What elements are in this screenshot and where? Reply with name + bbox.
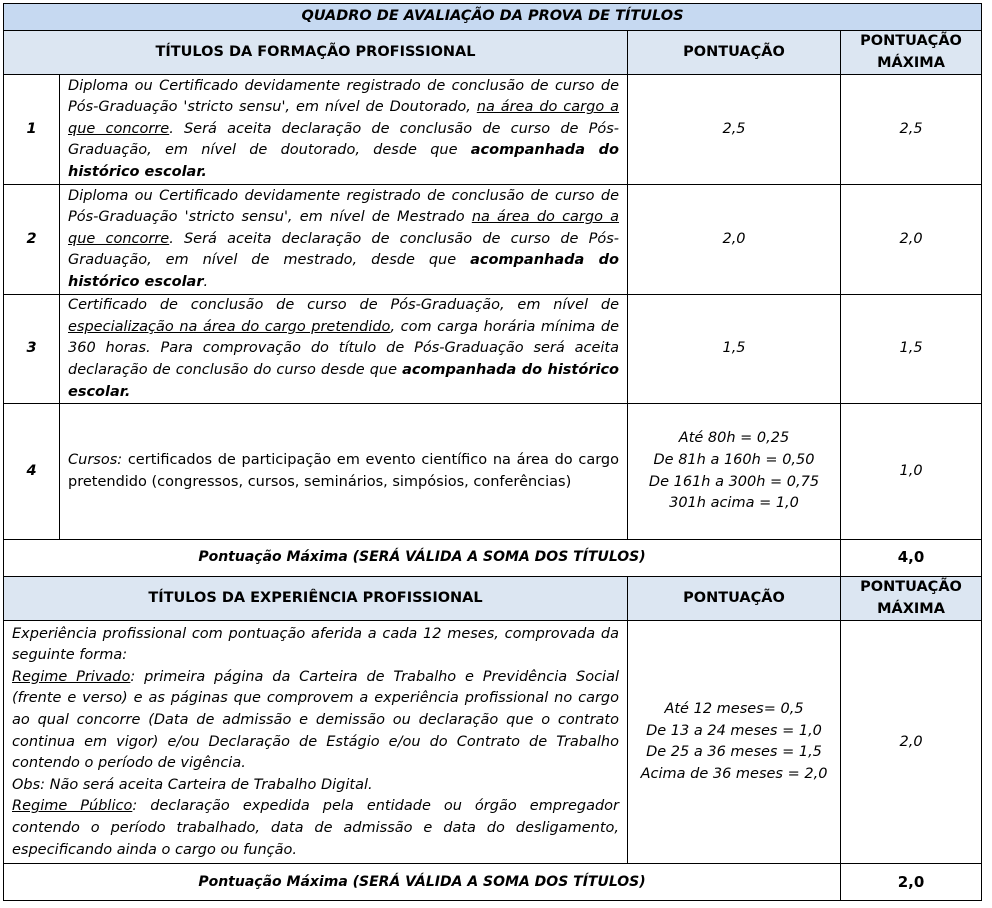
regime-publico-text: : declaração expedida pela entidade ou órgão empregador contendo o período trabalhado, data de admissão e data do desligamento, especificando ainda o cargo ou função. (12, 798, 619, 858)
desc-text: Diploma ou Certificado devidamente registrado de conclusão de curso de Pós-Graduação 'stricto sensu', em nível de Doutorado, (68, 77, 619, 116)
row-description (60, 295, 628, 404)
section1-col-points: PONTUAÇÃO (628, 31, 841, 75)
section1-total-row (4, 540, 982, 577)
desc-text: . Será aceita declaração de conclusão de curso de Pós-Graduação, em nível de doutorado, desde que (68, 120, 620, 159)
points-line: De 13 a 24 meses = 1,0 (646, 722, 822, 739)
section2-header (4, 577, 982, 621)
desc-underlined: especialização na área do cargo pretendido (68, 318, 391, 335)
section2-col-max-line2: MÁXIMA (877, 600, 945, 617)
desc-underlined: na área do cargo a que concorre (68, 209, 619, 247)
row-description (60, 75, 628, 185)
experience-row (4, 621, 982, 864)
row-max-points: 2,0 (841, 185, 982, 295)
section2-col-max (841, 577, 982, 621)
row-number: 4 (4, 404, 60, 540)
section2-col-titles: TÍTULOS DA EXPERIÊNCIA PROFISSIONAL (4, 577, 628, 621)
section1-col-max-line2: MÁXIMA (877, 54, 945, 71)
desc-text: , com carga horária mínima de 360 horas. Para comprovação do título de Pós-Graduação será aceita declaração de conclusão do curso desde que (68, 318, 619, 378)
points-line: Acima de 36 meses = 2,0 (640, 765, 828, 782)
desc-text: . Será aceita declaração de conclusão de curso de Pós-Graduação, em nível de mestrado, desde que (68, 230, 620, 269)
section1-header (4, 31, 982, 75)
row-number: 3 (4, 295, 60, 404)
experience-description (4, 621, 628, 864)
desc-text: Diploma ou Certificado devidamente registrado de conclusão de curso de Pós-Graduação 'stricto sensu', em nível de Mestrado (68, 187, 619, 226)
table-row (4, 75, 982, 185)
section2-total-label: Pontuação Máxima (SERÁ VÁLIDA A SOMA DOS TÍTULOS) (4, 864, 841, 901)
row-max-points: 2,5 (841, 75, 982, 185)
table-row (4, 185, 982, 295)
section1-col-max (841, 31, 982, 75)
section2-total-row (4, 864, 982, 901)
desc-bold: acompanhada do histórico escolar. (68, 361, 620, 400)
desc-bold: acompanhada do histórico escolar. (68, 142, 619, 181)
desc-text: . (203, 274, 209, 291)
table-row (4, 295, 982, 404)
evaluation-table (3, 3, 982, 901)
regime-privado-label: Regime Privado (12, 668, 131, 685)
section1-total-value: 4,0 (841, 540, 982, 577)
regime-publico-label: Regime Público (12, 798, 133, 815)
desc-underlined: na área do cargo a que concorre (68, 99, 619, 137)
table-title: QUADRO DE AVALIAÇÃO DA PROVA DE TÍTULOS (4, 4, 982, 31)
experience-intro: Experiência profissional com pontuação aferida a cada 12 meses, comprovada da seguinte forma: (12, 625, 619, 664)
row-points: 2,5 (628, 75, 841, 185)
row-max-points: 1,0 (841, 404, 982, 540)
section2-col-max-line1: PONTUAÇÃO (860, 579, 962, 596)
section2-col-points: PONTUAÇÃO (628, 577, 841, 621)
section1-total-label: Pontuação Máxima (SERÁ VÁLIDA A SOMA DOS TÍTULOS) (4, 540, 841, 577)
desc-text: Certificado de conclusão de curso de Pós-Graduação, em nível de (68, 297, 619, 314)
points-line: Até 80h = 0,25 (678, 430, 790, 447)
experience-points-scale (628, 621, 841, 864)
row-max-points: 1,5 (841, 295, 982, 404)
row-points: 2,0 (628, 185, 841, 295)
row-points-scale (628, 404, 841, 540)
points-line: De 25 a 36 meses = 1,5 (646, 744, 822, 761)
desc-text: certificados de participação em evento científico na área do cargo pretendido (congressos, cursos, seminários, simpósios, conferências) (68, 452, 619, 490)
section1-col-titles: TÍTULOS DA FORMAÇÃO PROFISSIONAL (4, 31, 628, 75)
title-row (4, 4, 982, 31)
section2-total-value: 2,0 (841, 864, 982, 901)
row-points: 1,5 (628, 295, 841, 404)
desc-bold: acompanhada do histórico escolar (68, 252, 619, 291)
experience-max-points: 2,0 (841, 621, 982, 864)
points-line: De 161h a 300h = 0,75 (648, 473, 820, 490)
points-line: Até 12 meses= 0,5 (664, 701, 804, 718)
row-number: 1 (4, 75, 60, 185)
row-number: 2 (4, 185, 60, 295)
row-description (60, 404, 628, 540)
section1-col-max-line1: PONTUAÇÃO (860, 33, 962, 49)
row-description (60, 185, 628, 295)
regime-privado-text: : primeira página da Carteira de Trabalho e Previdência Social (frente e verso) e as páginas que comprovem a experiência profissional no cargo ao qual concorre (Data de admissão e demissão ou declaração que o contrato continua em vigor) e/ou Declaração de Estágio e/ou do Contrato de Trabalho contendo o período de vigência. (12, 668, 619, 772)
points-line: 301h acima = 1,0 (669, 495, 799, 512)
desc-label: Cursos: (68, 452, 123, 469)
points-line: De 81h a 160h = 0,50 (653, 452, 815, 469)
table-row (4, 404, 982, 540)
experience-obs: Obs: Não será aceita Carteira de Trabalho Digital. (12, 776, 373, 793)
